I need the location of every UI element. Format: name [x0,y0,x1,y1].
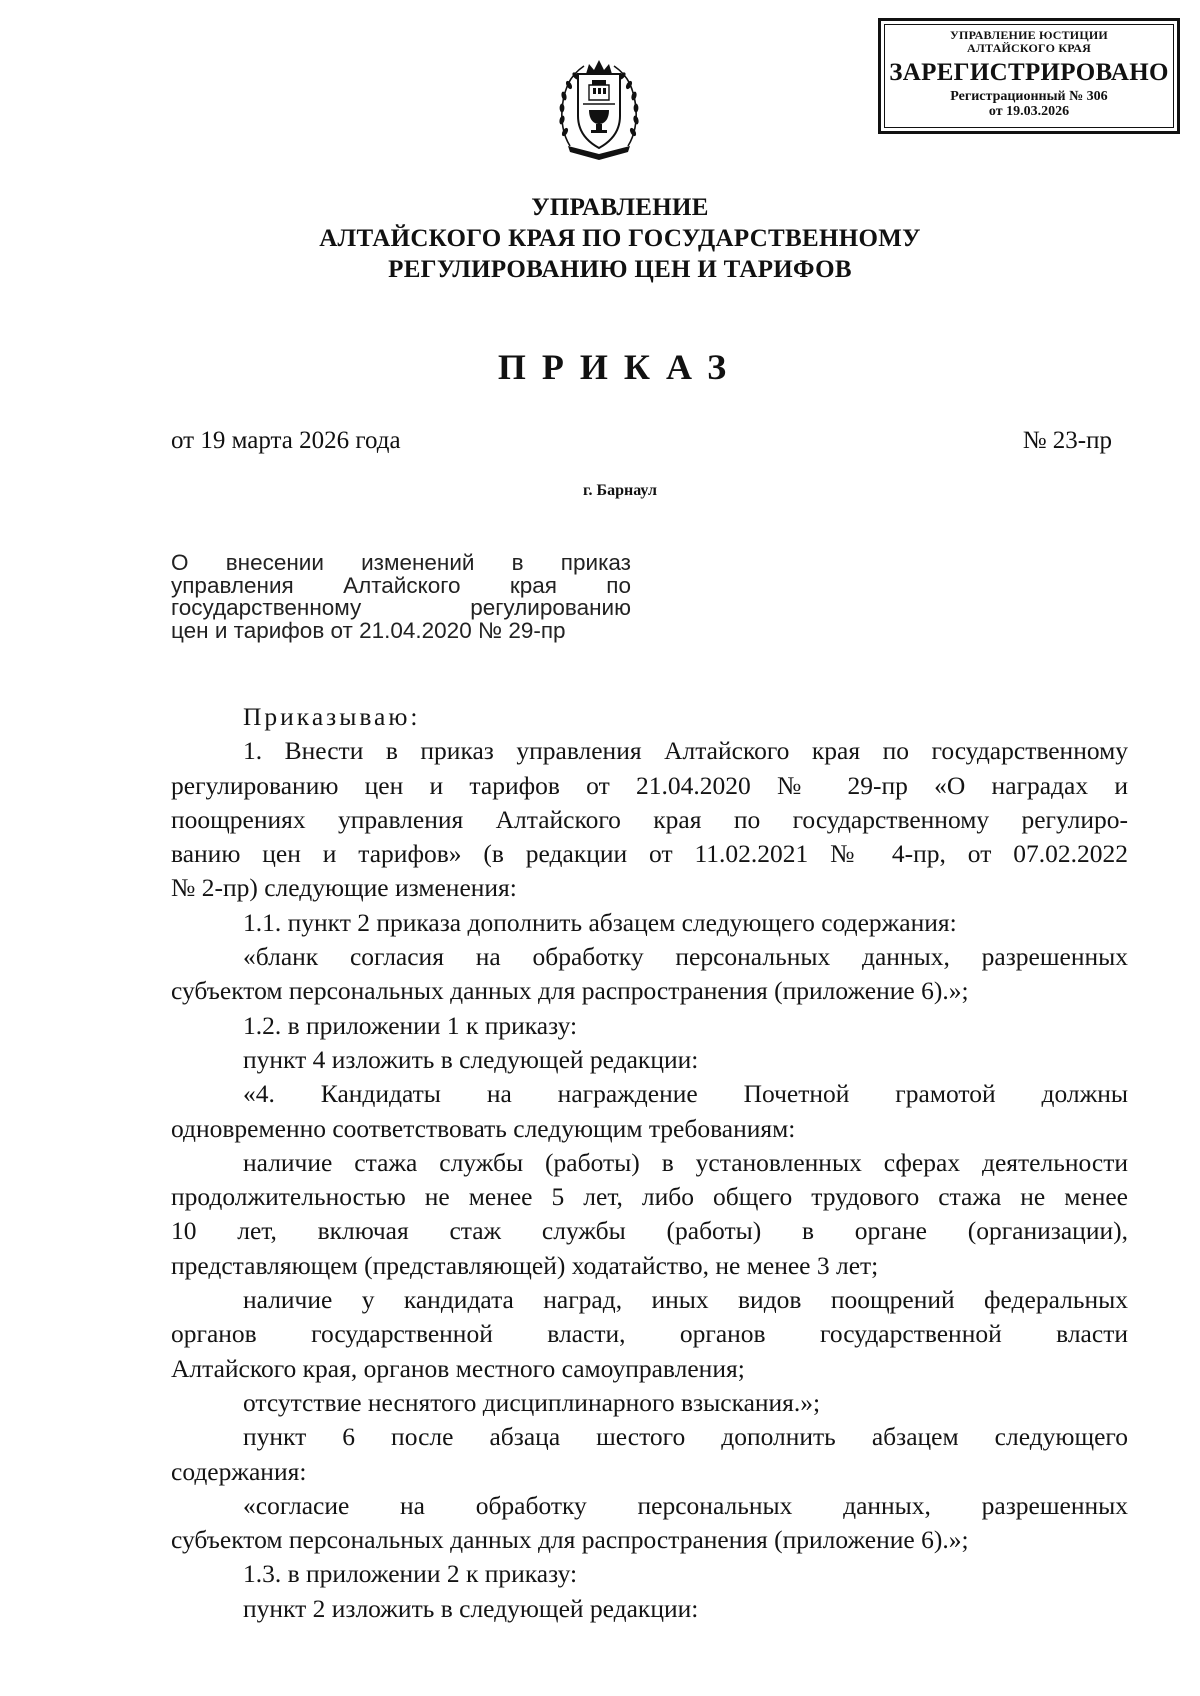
stamp-status: ЗАРЕГИСТРИРОВАНО [889,59,1169,87]
body-line: пункт 4 изложить в следующей редакции: [243,1044,699,1074]
body-line: отсутствие неснятого дисциплинарного взыскания.»; [243,1387,821,1417]
body-line: № 2-пр) следующие изменения: [171,873,517,903]
body-line: органов государственной власти, органов государственной власти [171,1319,1128,1349]
body-line: пункт 2 изложить в следующей редакции: [243,1593,699,1623]
body-line: «4. Кандидаты на награждение Почетной грамотой должны [243,1079,1128,1109]
coat-of-arms-icon [556,54,642,164]
stamp-authority-line-2: АЛТАЙСКОГО КРАЯ [967,40,1091,55]
body-line: продолжительностью не менее 5 лет, либо общего трудового стажа не менее [171,1182,1128,1212]
body-line: 1.1. пункт 2 приказа дополнить абзацем следующего содержания: [243,907,957,937]
subject-line: государственному регулированию [171,595,631,620]
body-line: 1.3. в приложении 2 к приказу: [243,1559,578,1589]
body-line: 1. Внести в приказ управления Алтайского края по государственному [243,736,1128,766]
registration-stamp [878,18,1180,134]
subject-line: О внесении изменений в приказ [171,550,631,575]
document-type-title: ПРИКАЗ [497,347,743,387]
document-subject [171,552,631,642]
body-line: «согласие на обработку персональных данных, разрешенных [243,1490,1128,1520]
body-line: субъектом персональных данных для распространения (приложение 6).»; [171,1525,969,1555]
body-line: субъектом персональных данных для распространения (приложение 6).»; [171,976,969,1006]
stamp-authority-line-1: УПРАВЛЕНИЕ ЮСТИЦИИ [950,28,1108,42]
body-line: поощрениях управления Алтайского края по государственному регулиро- [171,804,1128,834]
body-line: пункт 6 после абзаца шестого дополнить абзацем следующего [243,1422,1128,1452]
body-line: регулированию цен и тарифов от 21.04.2020 № 29-пр «О наградах и [171,770,1128,800]
body-line: Алтайского края, органов местного самоуправления; [171,1353,745,1383]
order-heading: Приказываю: [243,702,421,731]
body-line: наличие стажа службы (работы) в установленных сферах деятельности [243,1147,1128,1177]
body-line: содержания: [171,1456,307,1486]
body-line: представляющем (представляющей) ходатайство, не менее 3 лет; [171,1250,879,1280]
subject-line: управления Алтайского края по [171,572,631,598]
body-line: ванию цен и тарифов» (в редакции от 11.02.2021 № 4-пр, от 07.02.2022 [171,839,1128,869]
organization-name-line-1: УПРАВЛЕНИЕ [531,194,709,221]
stamp-registration-date: от 19.03.2026 [988,104,1070,120]
document-city: г. Барнаул [583,482,657,499]
organization-name [0,192,1200,285]
document-number: № 23-пр [1022,427,1112,454]
stamp-registration-number: Регистрационный № 306 [950,89,1108,105]
body-line: 10 лет, включая стаж службы (работы) в органе (организации), [171,1216,1128,1246]
organization-name-line-2: АЛТАЙСКОГО КРАЯ ПО ГОСУДАРСТВЕННОМУ [319,225,921,252]
body-line: наличие у кандидата наград, иных видов поощрений федеральных [243,1285,1128,1315]
document-date: от 19 марта 2026 года [171,427,401,454]
subject-line: цен и тарифов от 21.04.2020 № 29-пр [171,617,566,643]
document-body [171,700,1128,1626]
body-line: одновременно соответствовать следующим требованиям: [171,1113,796,1143]
body-line: 1.2. в приложении 1 к приказу: [243,1010,578,1040]
body-line: «бланк согласия на обработку персональных данных, разрешенных [243,942,1128,972]
organization-name-line-3: РЕГУЛИРОВАНИЮ ЦЕН И ТАРИФОВ [388,256,852,283]
